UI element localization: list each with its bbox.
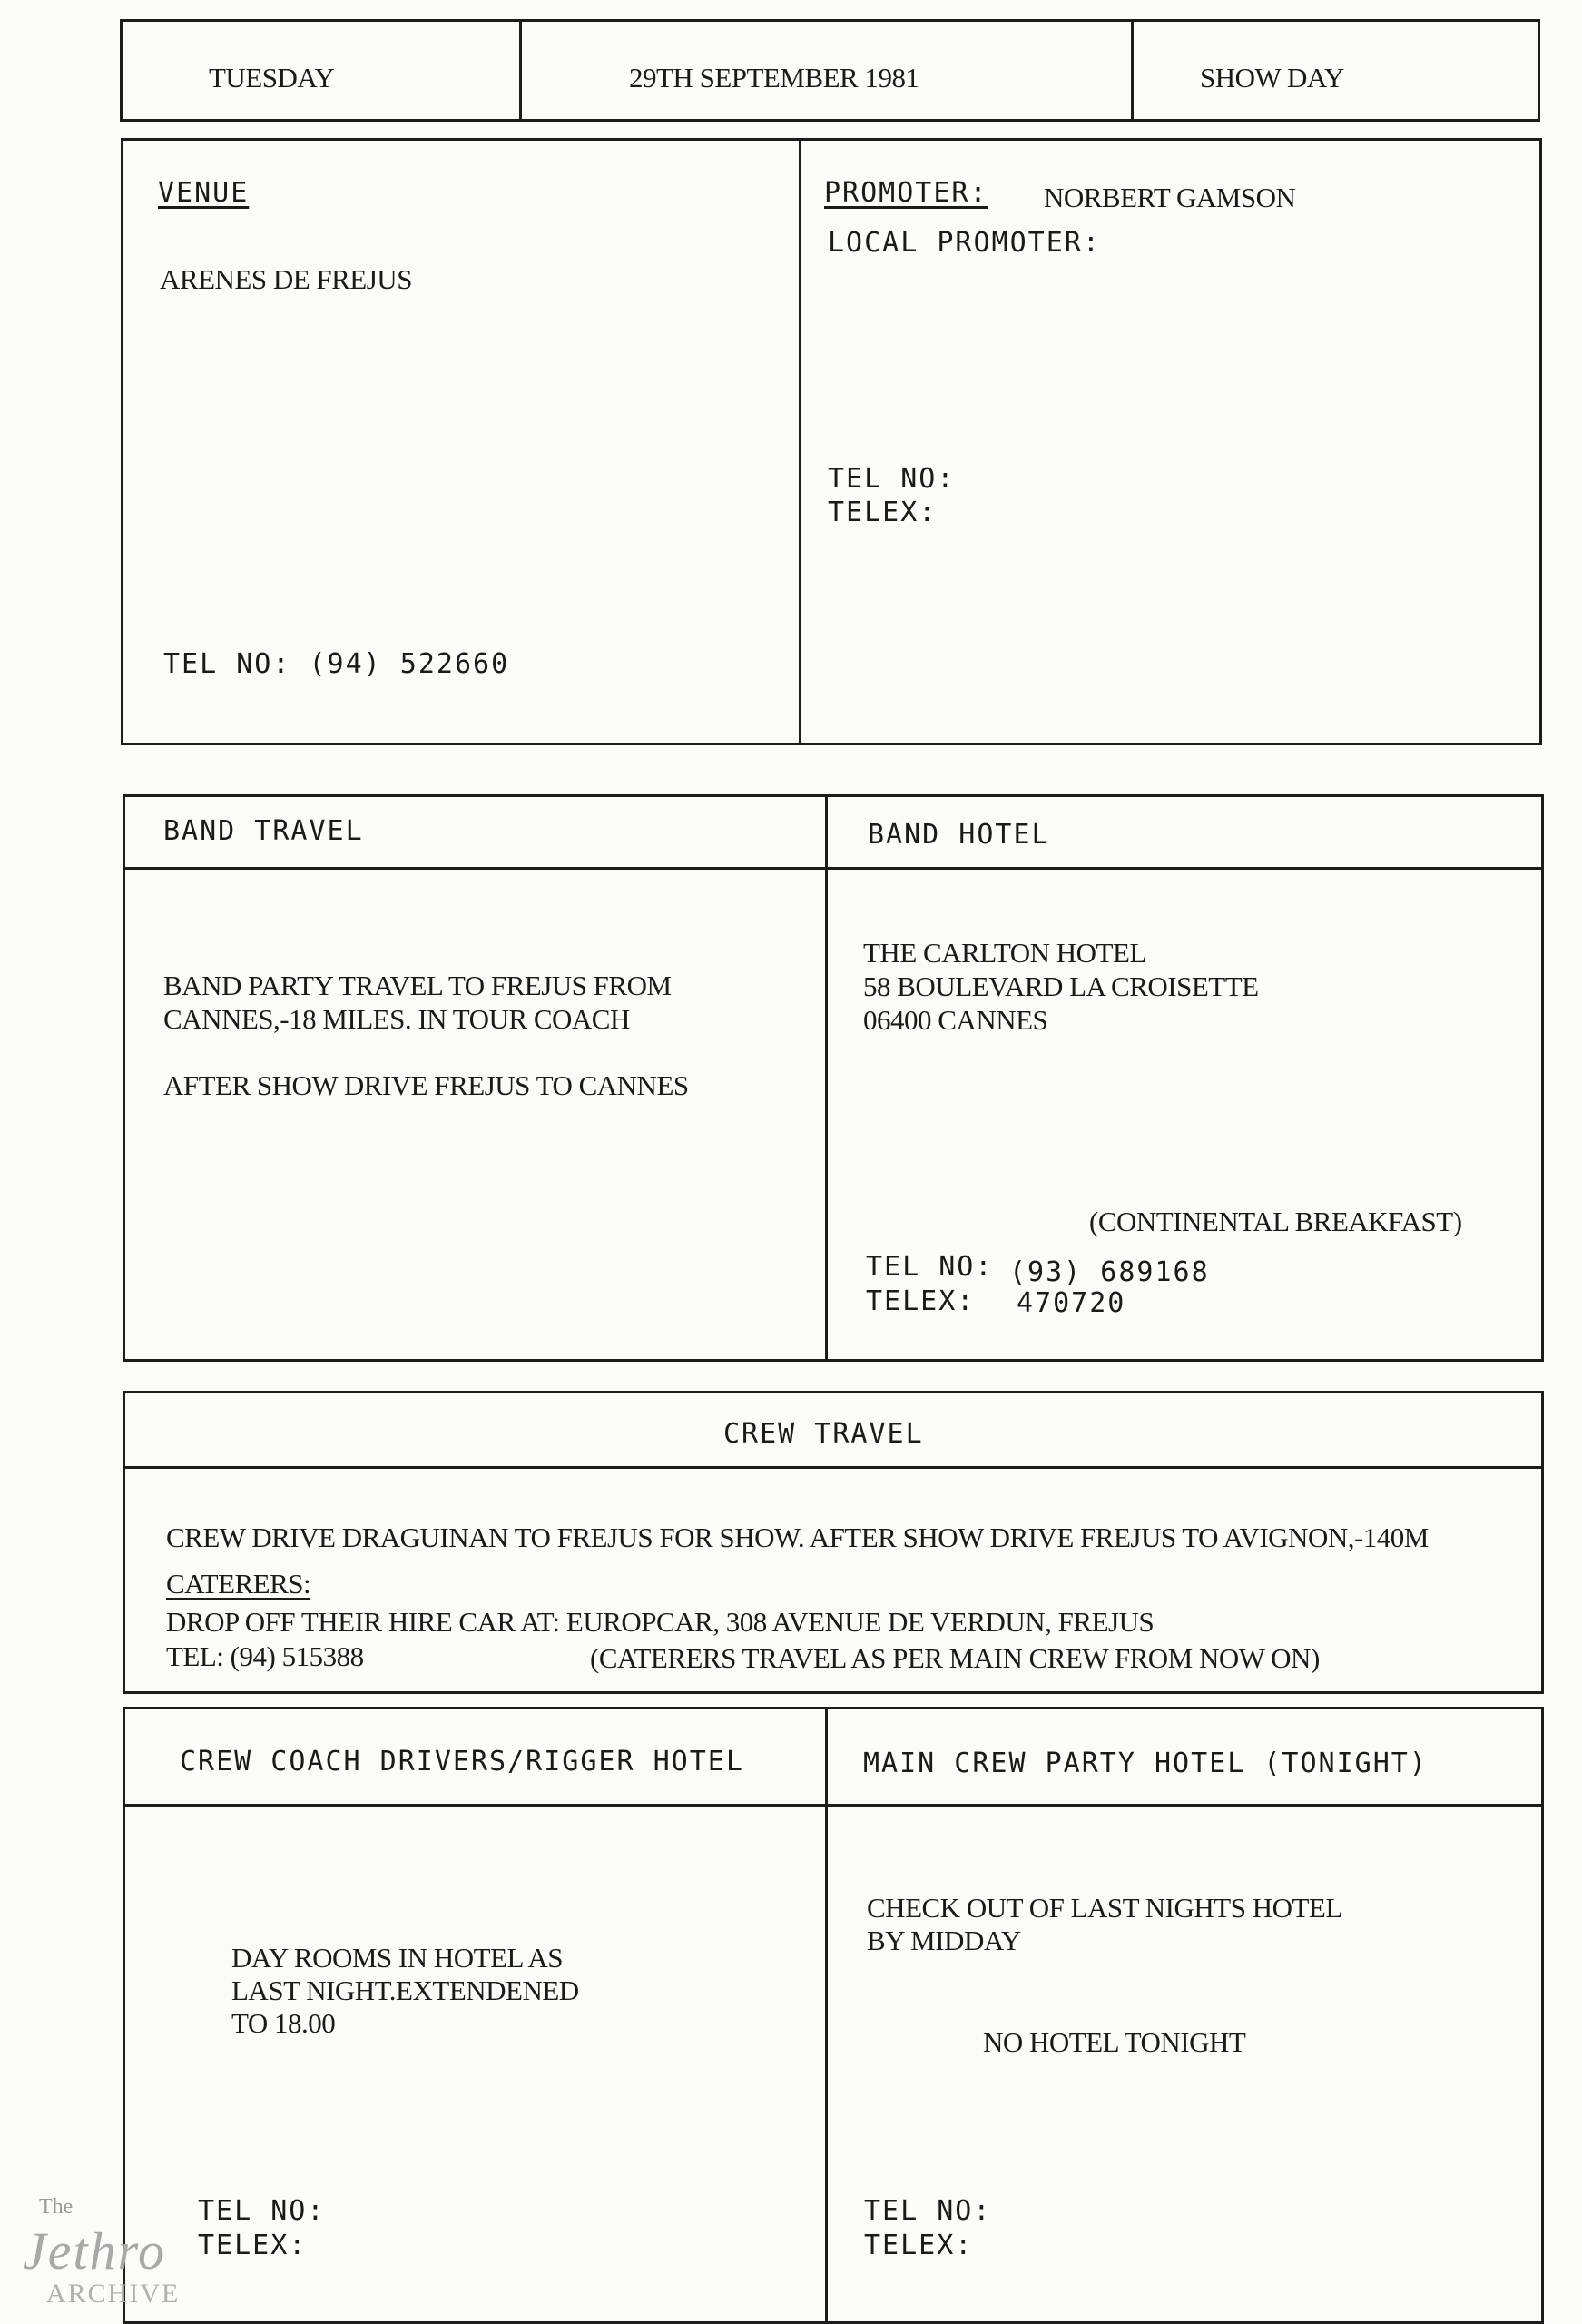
crew-travel-tel: TEL: (94) 515388 (166, 1640, 364, 1672)
band-travel-label: BAND TRAVEL (163, 815, 364, 847)
header-day: TUESDAY (209, 62, 335, 94)
promoter-label: PROMOTER: (824, 177, 988, 209)
band-hotel-address-line: THE CARLTON HOTEL (863, 937, 1146, 969)
crew-coach-hotel-line: TO 18.00 (231, 2007, 336, 2039)
band-hotel-address-line: 06400 CANNES (863, 1004, 1048, 1036)
venue-promoter-divider (799, 138, 801, 745)
main-crew-hotel-label: MAIN CREW PARTY HOTEL (TONIGHT) (863, 1748, 1428, 1779)
header-date: 29TH SEPTEMBER 1981 (629, 62, 919, 94)
band-hotel-telex-value: 470720 (1017, 1287, 1126, 1319)
header-divider (1131, 19, 1134, 122)
main-crew-telex-label: TELEX: (864, 2230, 974, 2261)
band-header-line (123, 867, 1544, 870)
venue-label: VENUE (158, 177, 250, 209)
band-divider (825, 794, 828, 1362)
band-travel-after: AFTER SHOW DRIVE FREJUS TO CANNES (163, 1069, 689, 1101)
crew-travel-line: CREW DRIVE DRAGUINAN TO FREJUS FOR SHOW. AFTER SHOW DRIVE FREJUS TO AVIGNON,-140M (166, 1521, 1429, 1553)
crew-travel-line: DROP OFF THEIR HIRE CAR AT: EUROPCAR, 308 AVENUE DE VERDUN, FREJUS (166, 1606, 1155, 1638)
archive-logo (23, 2195, 213, 2313)
band-hotel-tel-label: TEL NO: (866, 1251, 994, 1283)
crew-hotels-divider (825, 1707, 828, 2324)
crew-hotels-header-line (123, 1804, 1544, 1807)
crew-coach-telex-label: TELEX: (198, 2230, 308, 2261)
crew-coach-tel-label: TEL NO: (198, 2195, 326, 2227)
logo-archive: ARCHIVE (46, 2279, 181, 2309)
promoter-telex-label: TELEX: (828, 497, 938, 528)
no-hotel-tonight: NO HOTEL TONIGHT (983, 2026, 1246, 2058)
venue-tel: TEL NO: (94) 522660 (163, 648, 510, 680)
header-divider (519, 19, 522, 122)
band-hotel-breakfast: (CONTINENTAL BREAKFAST) (1089, 1206, 1462, 1237)
crew-coach-hotel-line: DAY ROOMS IN HOTEL AS (231, 1942, 563, 1974)
caterers-label: CATERERS: (166, 1568, 311, 1600)
band-hotel-telex-label: TELEX: (866, 1285, 976, 1317)
band-hotel-tel-value: (93) 689168 (1009, 1256, 1210, 1288)
main-crew-hotel-line: BY MIDDAY (867, 1925, 1021, 1956)
main-crew-hotel-line: CHECK OUT OF LAST NIGHTS HOTEL (867, 1892, 1342, 1924)
band-hotel-label: BAND HOTEL (868, 819, 1050, 851)
header-type: SHOW DAY (1200, 62, 1344, 94)
crew-travel-label: CREW TRAVEL (723, 1418, 924, 1450)
main-crew-tel-label: TEL NO: (864, 2195, 992, 2227)
venue-name: ARENES DE FREJUS (160, 263, 412, 295)
band-hotel-address-line: 58 BOULEVARD LA CROISETTE (863, 970, 1259, 1002)
crew-travel-header-line (123, 1466, 1544, 1469)
logo-the: The (39, 2195, 74, 2219)
promoter-tel-label: TEL NO: (828, 463, 956, 495)
local-promoter-label: LOCAL PROMOTER: (828, 227, 1101, 259)
logo-word: Jethro (23, 2221, 167, 2280)
crew-coach-hotel-line: LAST NIGHT.EXTENDENED (231, 1974, 579, 2006)
promoter-name: NORBERT GAMSON (1044, 182, 1296, 213)
crew-coach-hotel-label: CREW COACH DRIVERS/RIGGER HOTEL (180, 1746, 744, 1777)
band-travel-line: CANNES,-18 MILES. IN TOUR COACH (163, 1003, 630, 1035)
crew-hotels-box (123, 1707, 1544, 2324)
crew-travel-note: (CATERERS TRAVEL AS PER MAIN CREW FROM NOW ON) (590, 1642, 1320, 1674)
band-travel-line: BAND PARTY TRAVEL TO FREJUS FROM (163, 970, 672, 1001)
